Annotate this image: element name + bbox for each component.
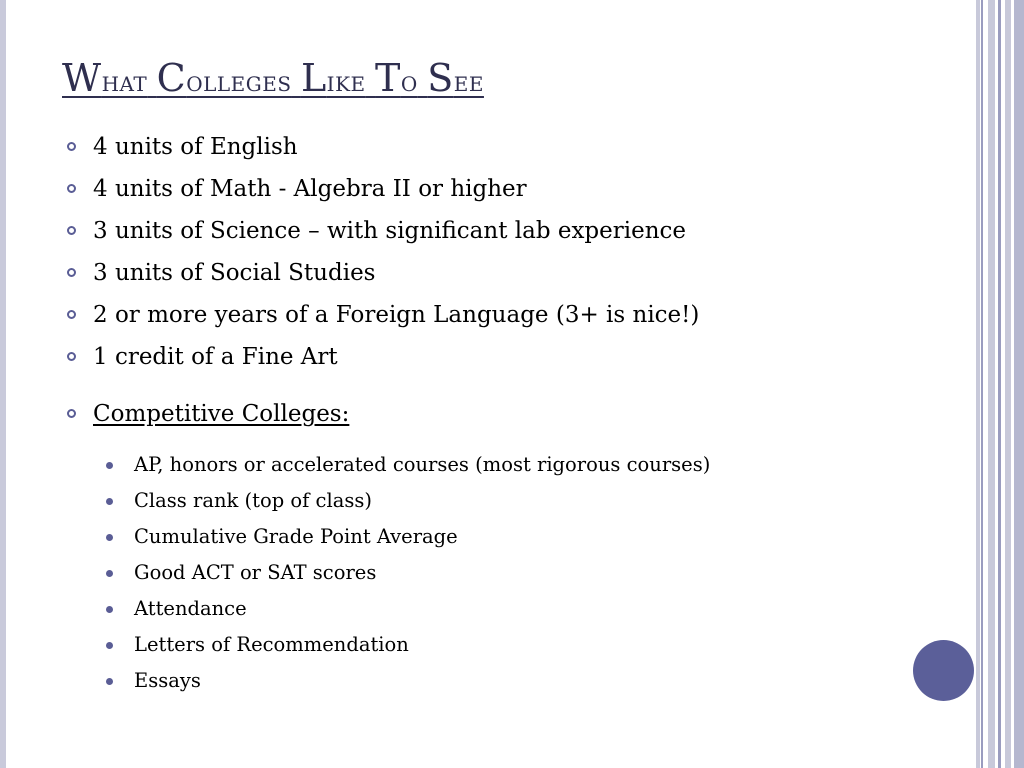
sub-bullet-text: Letters of Recommendation [134,633,409,656]
dot-bullet-icon [106,498,113,505]
title-word [375,56,418,100]
sub-bullet-text: Cumulative Grade Point Average [134,525,458,548]
sub-bullet-text: Attendance [134,597,247,620]
slide-title [62,56,484,100]
list-item [66,174,926,204]
list-item [66,132,926,162]
stripe [1014,0,1024,768]
list-item [66,216,926,246]
bullet-text: 2 or more years of a Foreign Language (3+ is nice!) [93,302,700,328]
sub-list-item [106,524,906,550]
competitive-sub-list [106,452,906,704]
title-rest: ee [453,65,484,98]
list-item [66,300,926,330]
bullet-text: 4 units of English [93,134,298,160]
title-rest: ike [326,65,366,98]
ring-bullet-icon [67,310,76,319]
ring-bullet-icon [67,352,76,361]
title-rest: o [400,65,418,98]
sub-bullet-text: Essays [134,669,201,692]
title-initial: W [62,56,102,100]
dot-bullet-icon [106,606,113,613]
ring-bullet-icon [67,226,76,235]
ring-bullet-icon [67,184,76,193]
bullet-text: 3 units of Social Studies [93,260,376,286]
dot-bullet-icon [106,678,113,685]
dot-bullet-icon [106,642,113,649]
dot-bullet-icon [106,570,113,577]
ring-bullet-icon [67,268,76,277]
sub-bullet-text: AP, honors or accelerated courses (most rigorous courses) [134,453,711,476]
title-initial: T [375,56,401,100]
list-item [66,258,926,288]
list-item [66,342,926,372]
ring-bullet-icon [67,142,76,151]
bullet-text: 4 units of Math - Algebra II or higher [93,176,527,202]
title-word [156,56,292,100]
stripe [981,0,983,768]
stripe [1005,0,1011,768]
sub-list-item [106,560,906,586]
bullet-text: 3 units of Science – with significant lab experience [93,218,687,244]
right-border-stripes [976,0,1024,768]
title-rest: hat [101,65,148,98]
sub-list-item [106,596,906,622]
sub-bullet-text: Class rank (top of class) [134,489,372,512]
title-initial: S [427,56,454,100]
sub-list-item [106,668,906,694]
title-initial: C [156,56,187,100]
stripe [998,0,1001,768]
title-word [300,56,366,100]
dot-bullet-icon [106,462,113,469]
title-word [62,56,148,100]
competitive-heading: Competitive Colleges: [93,401,350,427]
stripe [976,0,980,768]
sub-list-item [106,452,906,478]
sub-list-item [106,488,906,514]
stripe [988,0,995,768]
sub-bullet-text: Good ACT or SAT scores [134,561,377,584]
main-bullet-list [66,132,926,441]
title-initial: L [300,56,327,100]
sub-list-item [106,632,906,658]
dot-bullet-icon [106,534,113,541]
ring-bullet-icon [67,409,76,418]
bullet-text: 1 credit of a Fine Art [93,344,338,370]
competitive-heading-item [66,399,926,429]
decorative-circle [913,640,974,701]
left-border [0,0,6,768]
title-word [427,56,484,100]
title-rest: olleges [186,65,292,98]
